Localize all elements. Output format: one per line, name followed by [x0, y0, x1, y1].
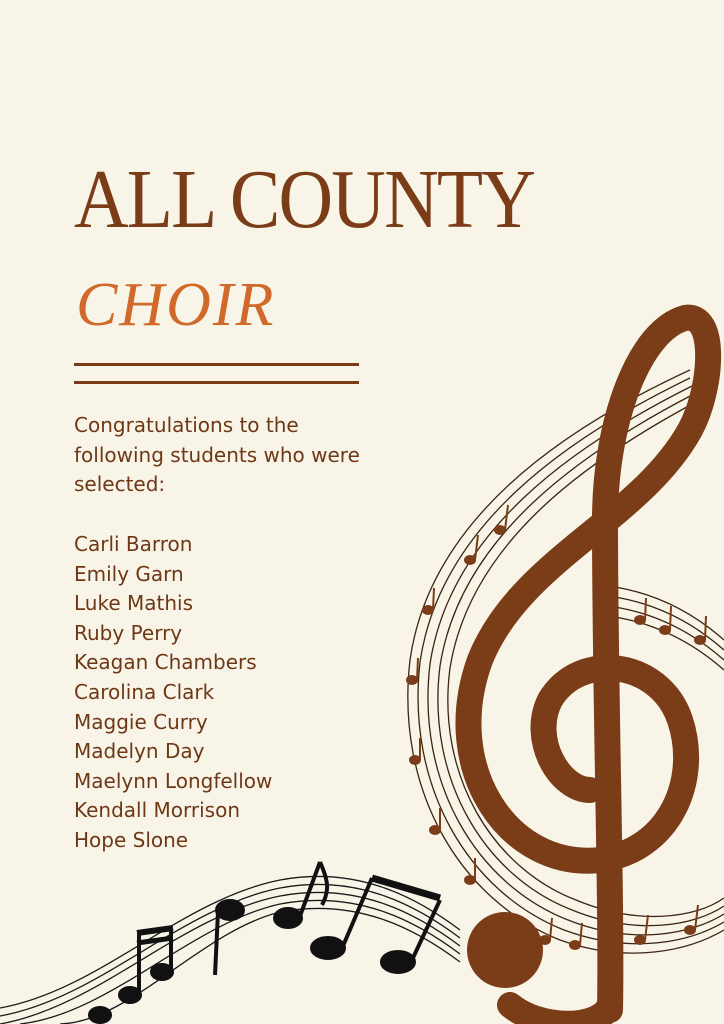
intro-text: Congratulations to the following students who were selected:: [74, 413, 360, 496]
student-name: Hope Slone: [74, 827, 189, 852]
page-title: ALL COUNTY: [74, 153, 535, 246]
student-name: Maelynn Longfellow: [74, 768, 273, 793]
student-name: Carolina Clark: [74, 679, 215, 704]
divider-line: [74, 363, 359, 366]
student-name: Luke Mathis: [74, 591, 194, 616]
student-name: Kendall Morrison: [74, 798, 240, 823]
divider-line: [74, 381, 359, 384]
treble-clef-icon: [468, 318, 708, 1024]
black-music-notes-icon: [90, 862, 440, 1022]
clef-tail-dot: [467, 912, 543, 988]
music-notes-icon: [407, 505, 706, 949]
student-name: Ruby Perry: [74, 620, 183, 645]
student-name: Keagan Chambers: [74, 650, 257, 675]
curved-staff: [408, 370, 724, 953]
student-name: Maggie Curry: [74, 709, 208, 734]
bottom-staff: [0, 876, 460, 1024]
student-name: Carli Barron: [74, 532, 193, 556]
student-name: Madelyn Day: [74, 739, 205, 764]
student-list: [74, 530, 272, 856]
page-subtitle: CHOIR: [76, 271, 276, 339]
student-name: Emily Garn: [74, 561, 184, 586]
